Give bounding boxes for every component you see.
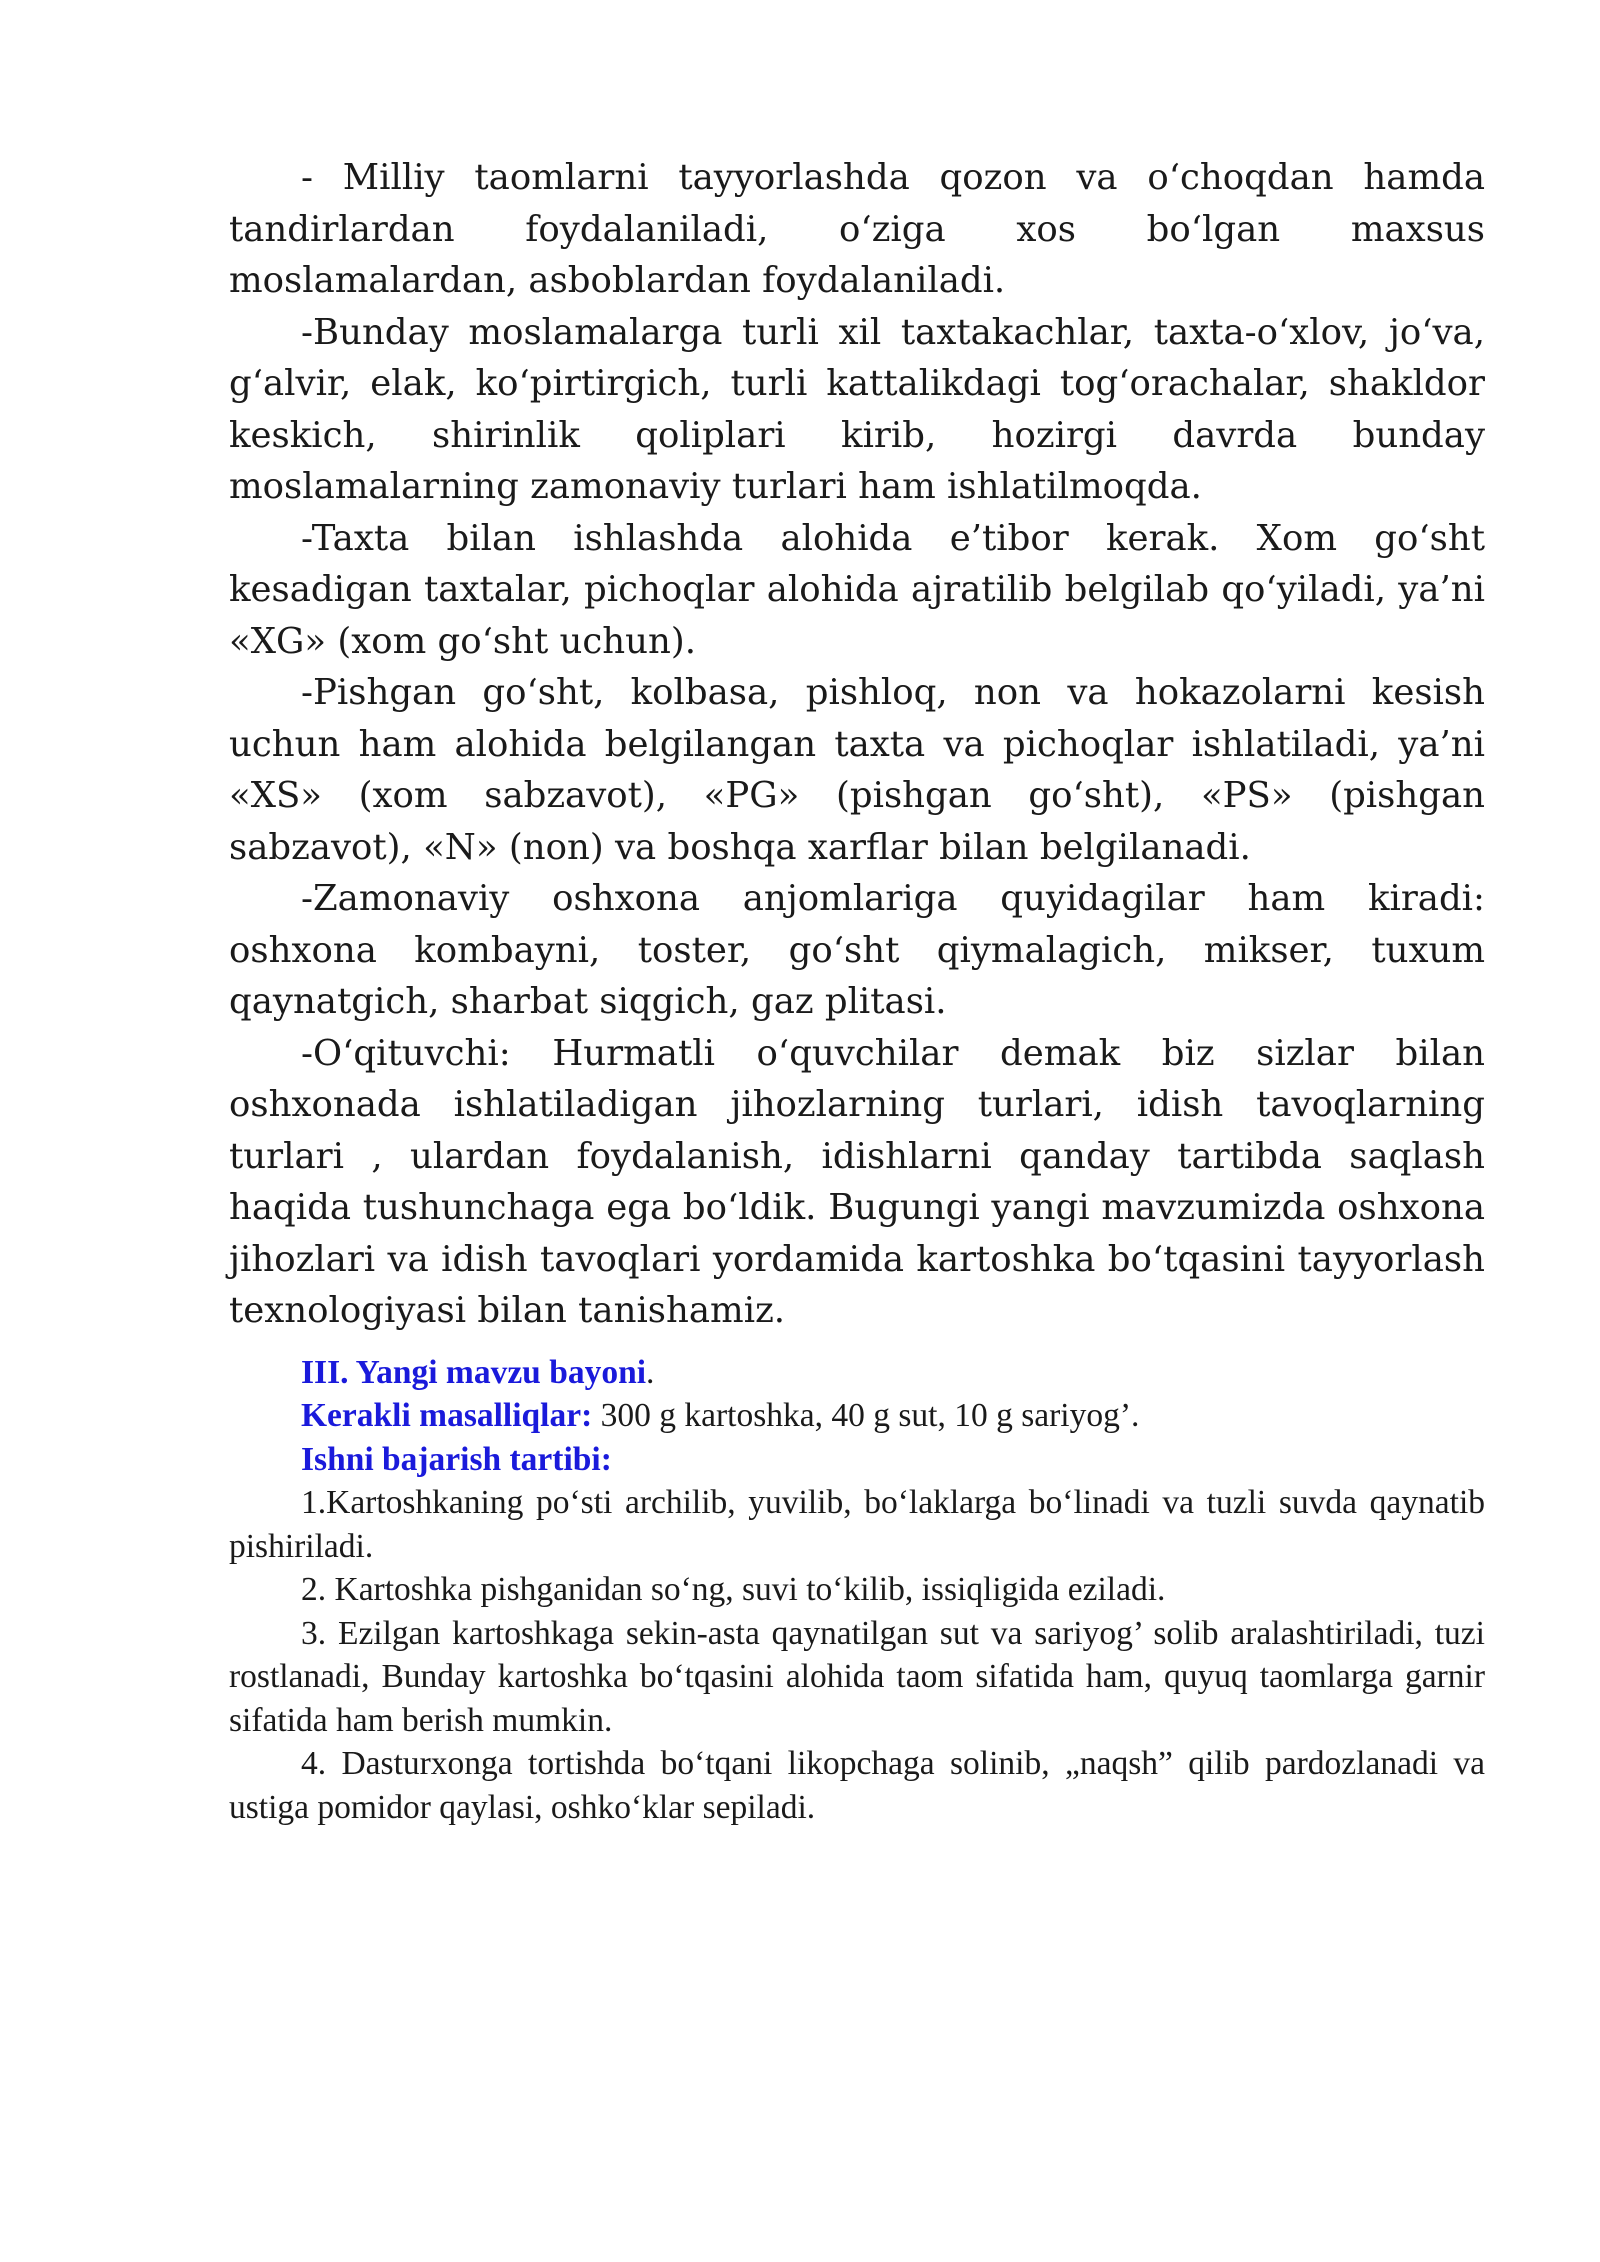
document-page	[229, 152, 1485, 1829]
paragraph-teacher-summary: -O‘qituvchi: Hurmatli o‘quvchilar demak biz sizlar bilan oshxonada ishlatiladigan jihozlarning turlari, idish tavoqlarning turlari , ulardan foydalanish, idishlarni qanday tartibda saqlash haqida tushunchaga ega bo‘ldik. Bugungi yangi mavzumizda oshxona jihozlari va idish tavoqlari yordamida kartoshka bo‘tqasini tayyorlash texnologiyasi bilan tanishamiz.	[229, 1032, 1485, 1331]
paragraph-board-cooked: -Pishgan go‘sht, kolbasa, pishloq, non va hokazolarni kesish uchun ham alohida belgilangan taxta va pichoqlar ishlatiladi, ya’ni «XS» (xom sabzavot), «PG» (pishgan go‘sht), «PS» (pishgan sabzavot), «N» (non) va boshqa xarflar bilan belgilanadi.	[229, 672, 1485, 868]
steps-heading	[229, 1438, 1485, 1482]
step-item: 2. Kartoshka pishganidan so‘ng, suvi to‘kilib, issiqligida eziladi.	[301, 1571, 1166, 1608]
section-title-period: .	[646, 1353, 655, 1391]
ingredients-line	[229, 1394, 1485, 1438]
paragraph-board-raw-meat: -Taxta bilan ishlashda alohida e’tibor kerak. Xom go‘sht kesadigan taxtalar, pichoqlar alohida ajratilib belgilab qo‘yiladi, ya’ni «XG» (xom go‘sht uchun).	[229, 517, 1485, 662]
new-topic-section	[229, 1351, 1485, 1830]
step-item: 3. Ezilgan kartoshkaga sekin-asta qaynatilgan sut va sariyog’ solib aralashtiriladi, tuzi rostlanadi, Bunday kartoshka bo‘tqasini alohida taom sifatida ham, quyuq taomlarga garnir sifatida ham berish mumkin.	[229, 1614, 1485, 1739]
section-heading	[229, 1351, 1485, 1395]
paragraph-tools-list: -Bunday moslamalarga turli xil taxtakachlar, taxta-o‘xlov, jo‘va, g‘alvir, elak, ko‘pirtirgich, turli kattalikdagi tog‘orachalar, shakldor keskich, shirinlik qoliplari kirib, hozirgi davrda bunday moslamalarning zamonaviy turlari ham ishlatilmoqda.	[229, 311, 1485, 507]
paragraph-modern-equipment: -Zamonaviy oshxona anjomlariga quyidagilar ham kiradi: oshxona kombayni, toster, go‘sht qiymalagich, mikser, tuxum qaynatgich, sharbat siqgich, gaz plitasi.	[229, 878, 1485, 1022]
section-title: III. Yangi mavzu bayoni	[301, 1353, 647, 1391]
steps-title: Ishni bajarish tartibi:	[301, 1440, 612, 1478]
step-item: 4. Dasturxonga tortishda bo‘tqani likopchaga solinib, „naqsh” qilib pardozlanadi va ustiga pomidor qaylasi, oshko‘klar sepiladi.	[229, 1745, 1485, 1826]
paragraph-national-dishes: - Milliy taomlarni tayyorlashda qozon va o‘choqdan hamda tandirlardan foydalaniladi, o‘ziga xos bo‘lgan maxsus moslamalardan, asboblardan foydalaniladi.	[229, 157, 1485, 301]
ingredients-label: Kerakli masalliqlar:	[301, 1397, 593, 1434]
intro-paragraphs	[229, 152, 1485, 1337]
ingredients-text: 300 g kartoshka, 40 g sut, 10 g sariyog’.	[592, 1397, 1140, 1434]
step-item: 1.Kartoshkaning po‘sti archilib, yuvilib, bo‘laklarga bo‘linadi va tuzli suvda qaynatib pishiriladi.	[229, 1484, 1485, 1565]
